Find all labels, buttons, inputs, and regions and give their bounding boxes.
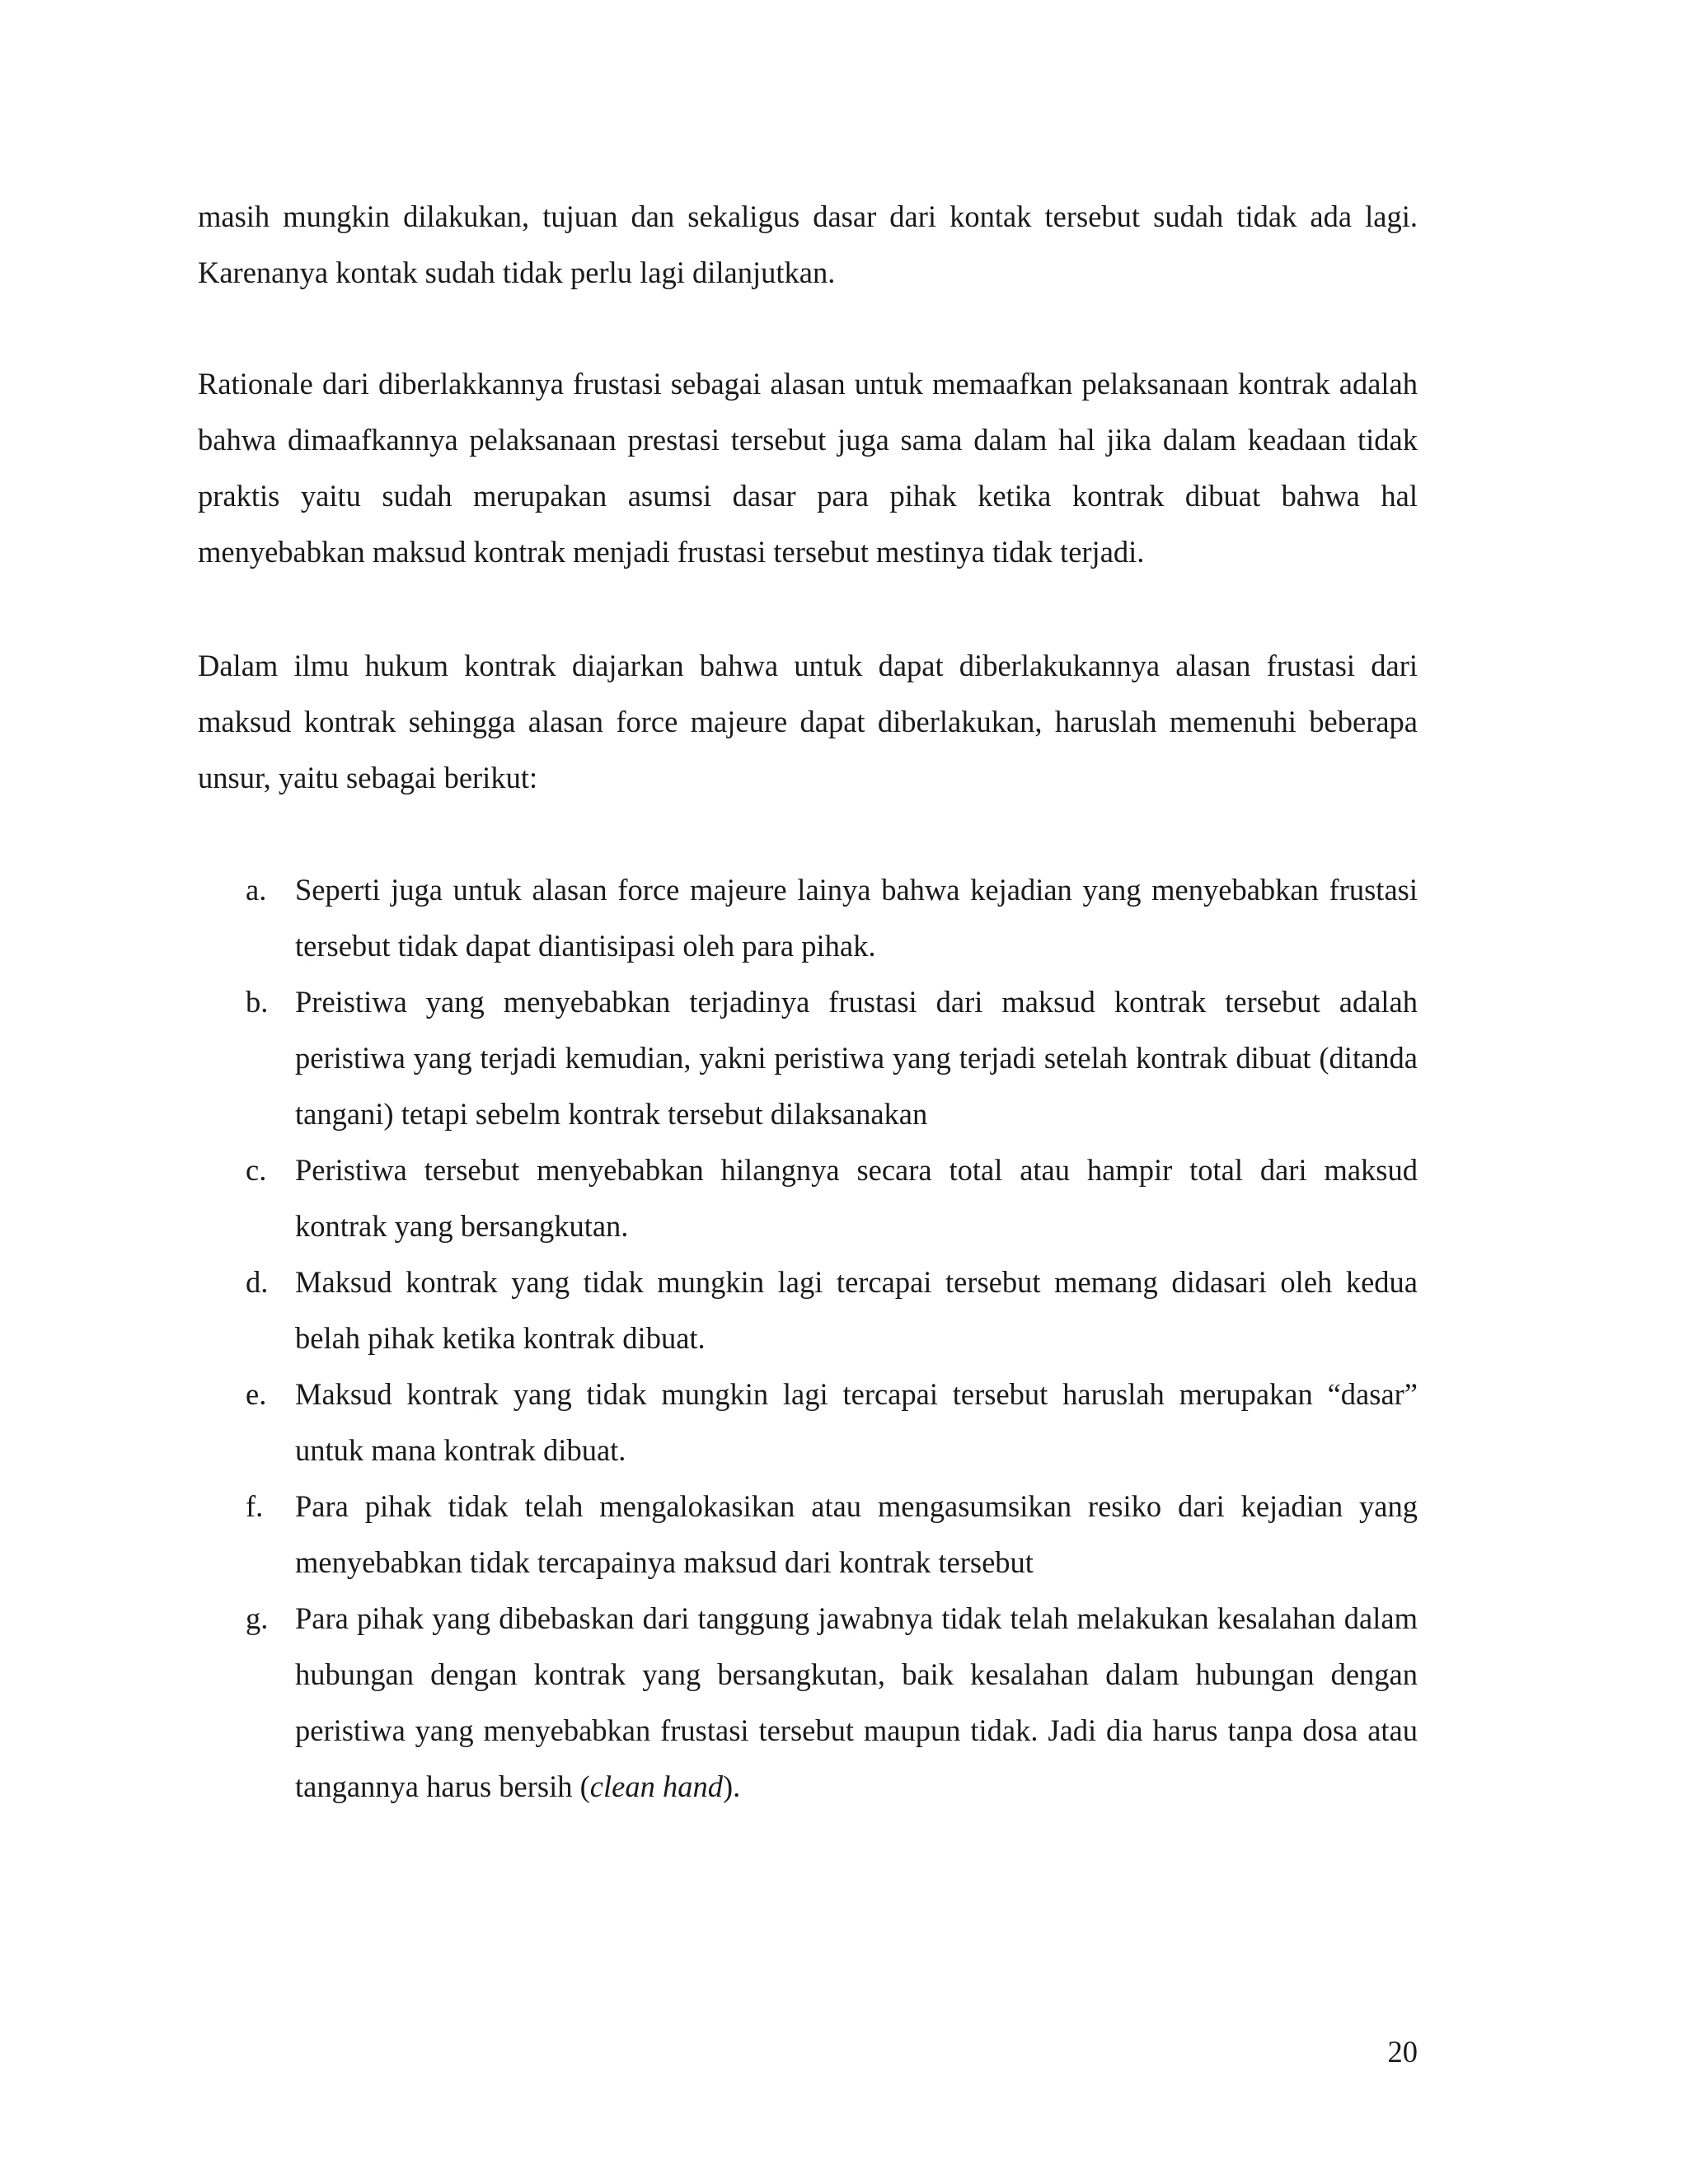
- list-item-d: [198, 1254, 1418, 1366]
- list-letter: e.: [246, 1377, 267, 1411]
- list-letter: g.: [246, 1601, 269, 1635]
- list-item-a: [198, 862, 1418, 974]
- list-letter: b.: [246, 985, 269, 1019]
- list-text: Seperti juga untuk alasan force majeure lainya bahwa kejadian yang menyebabkan frustasi tersebut tidak dapat diantisipasi oleh para pihak.: [295, 873, 1418, 963]
- italic-phrase: clean hand: [589, 1769, 723, 1803]
- list-item-e: [198, 1366, 1418, 1479]
- list-text: Maksud kontrak yang tidak mungkin lagi tercapai tersebut haruslah merupakan “dasar” untuk mana kontrak dibuat.: [295, 1377, 1418, 1467]
- list-item-c: [198, 1142, 1418, 1254]
- page-number: 20: [1387, 2035, 1418, 2069]
- list-text: Para pihak tidak telah mengalokasikan atau mengasumsikan resiko dari kejadian yang menyebabkan tidak tercapainya maksud dari kontrak tersebut: [295, 1489, 1418, 1579]
- list-item-g: [198, 1591, 1418, 1815]
- list-text: Peristiwa tersebut menyebabkan hilangnya secara total atau hampir total dari maksud kontrak yang bersangkutan.: [295, 1153, 1418, 1243]
- list-letter: c.: [246, 1153, 267, 1187]
- requirements-list: [198, 862, 1418, 1815]
- list-letter: a.: [246, 873, 267, 907]
- paragraph-3: Dalam ilmu hukum kontrak diajarkan bahwa untuk dapat diberlakukannya alasan frustasi dari maksud kontrak sehingga alasan force majeure dapat diberlakukan, haruslah memenuhi beberapa unsur, yaitu sebagai berikut:: [198, 649, 1418, 794]
- list-letter: d.: [246, 1265, 269, 1299]
- list-item-f: [198, 1479, 1418, 1591]
- list-text: Preistiwa yang menyebabkan terjadinya frustasi dari maksud kontrak tersebut adalah peristiwa yang terjadi kemudian, yakni peristiwa yang terjadi setelah kontrak dibuat (ditanda tangani) tetapi sebelm kontrak tersebut dilaksanakan: [295, 985, 1418, 1131]
- list-text: Para pihak yang dibebaskan dari tanggung jawabnya tidak telah melakukan kesalahan dalam hubungan dengan kontrak yang bersangkutan, baik kesalahan dalam hubungan dengan peristiwa yang menyebabkan frustasi tersebut maupun tidak. Jadi dia harus tanpa dosa atau tangannya harus bersih (: [295, 1601, 1418, 1803]
- paragraph-2: Rationale dari diberlakkannya frustasi sebagai alasan untuk memaafkan pelaksanaan kontrak adalah bahwa dimaafkannya pelaksanaan prestasi tersebut juga sama dalam hal jika dalam keadaan tidak praktis yaitu sudah merupakan asumsi dasar para pihak ketika kontrak dibuat bahwa hal menyebabkan maksud kontrak menjadi frustasi tersebut mestinya tidak terjadi.: [198, 367, 1418, 569]
- paragraph-1: masih mungkin dilakukan, tujuan dan sekaligus dasar dari kontak tersebut sudah tidak ada lagi. Karenanya kontak sudah tidak perlu lagi dilanjutkan.: [198, 199, 1418, 289]
- list-text: Maksud kontrak yang tidak mungkin lagi tercapai tersebut memang didasari oleh kedua belah pihak ketika kontrak dibuat.: [295, 1265, 1418, 1355]
- list-letter: f.: [246, 1489, 264, 1523]
- list-item-b: [198, 974, 1418, 1142]
- list-text-tail: ).: [722, 1769, 741, 1803]
